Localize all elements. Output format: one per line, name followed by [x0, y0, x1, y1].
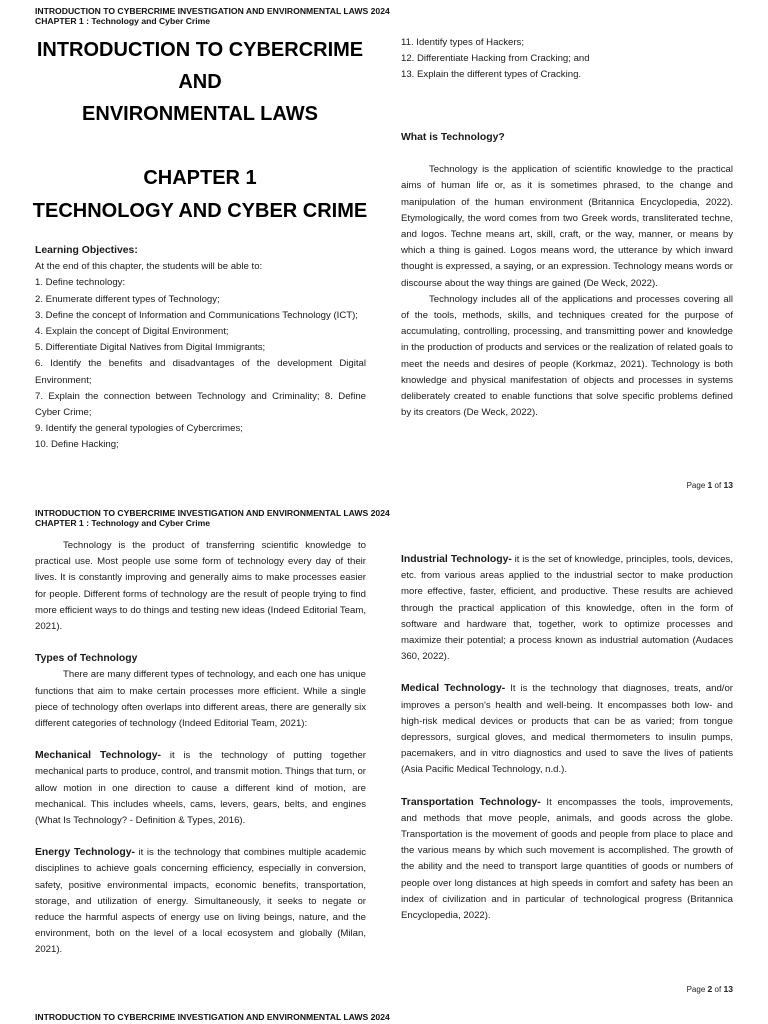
- transportation-technology: [401, 795, 733, 925]
- what-is-technology-section: [401, 130, 733, 421]
- objectives-continued: [401, 35, 733, 84]
- page-current: 1: [707, 480, 713, 490]
- title-line: INTRODUCTION TO CYBERCRIME: [36, 39, 364, 61]
- title-line: AND: [178, 71, 222, 93]
- definition: It is the technology that diagnoses, treats, and/or improves a person's health and well-being. It encompasses both low- and high-risk medical devices or products that can be as varied; from tongue depressors, surgical gloves, and medical thermometers to insulin pumps, pacemakers, and in vitro diagnostics and used to save the lives of patients (Asia Pacific Medical Technology, n.d.).: [401, 683, 733, 776]
- page-total: 13: [723, 480, 733, 490]
- chapter-number: CHAPTER 1: [143, 167, 257, 189]
- page-1: [0, 0, 768, 500]
- term: Transportation Technology-: [401, 796, 541, 808]
- term: Industrial Technology-: [401, 554, 512, 565]
- page-current: 2: [707, 984, 713, 994]
- page-3: [0, 1012, 768, 1024]
- term: Mechanical Technology-: [35, 750, 162, 762]
- energy-technology: [35, 845, 366, 958]
- running-header: [35, 508, 390, 528]
- header-course-title: INTRODUCTION TO CYBERCRIME INVESTIGATION AND ENVIRONMENTAL LAWS 2024: [35, 1012, 390, 1022]
- objective-item: 13. Explain the different types of Cracking.: [401, 69, 582, 81]
- mechanical-technology: [35, 748, 366, 829]
- header-course-title: INTRODUCTION TO CYBERCRIME INVESTIGATION AND ENVIRONMENTAL LAWS 2024: [35, 6, 390, 16]
- objective-item: 2. Enumerate different types of Technology;: [35, 293, 220, 305]
- title-line: ENVIRONMENTAL LAWS: [82, 103, 318, 125]
- header-chapter: CHAPTER 1 : Technology and Cyber Crime: [35, 518, 211, 528]
- page-total: 13: [723, 984, 733, 994]
- objectives-column: [35, 243, 366, 454]
- header-chapter: CHAPTER 1 : Technology and Cyber Crime: [35, 16, 211, 26]
- section-heading: Types of Technology: [35, 653, 138, 665]
- objective-item: 10. Define Hacking;: [35, 439, 119, 451]
- term: Energy Technology-: [35, 847, 135, 859]
- objective-item: 6. Identify the benefits and disadvantages of the development Digital Environment;: [35, 358, 366, 386]
- objectives-intro: At the end of this chapter, the students will be able to:: [35, 261, 263, 273]
- page-2: [0, 508, 768, 1008]
- chapter-title: [30, 162, 370, 228]
- objectives-heading: Learning Objectives:: [35, 245, 138, 256]
- running-header: [35, 1012, 390, 1022]
- definition: it is the technology that combines multiple academic disciplines to achieve goals concerning efficiency, especially in conversion, safety, positive environmental impacts, economic benefits, transportation, storage, and utilization of energy. Simultaneously, it seeks to negate or reduce the harmful aspects of energy use on living beings, nature, and the environment, both on the level of a local ecosystem and globally (Milan, 2021).: [35, 847, 367, 956]
- objective-item: 5. Differentiate Digital Natives from Digital Immigrants;: [35, 342, 266, 354]
- chapter-name: TECHNOLOGY AND CYBER CRIME: [32, 200, 368, 222]
- term: Medical Technology-: [401, 683, 506, 695]
- objective-item: 1. Define technology:: [35, 277, 126, 289]
- left-column: [35, 538, 366, 959]
- paragraph: Technology is the application of scientific knowledge to the practical aims of human life or, as it is sometimes phrased, to the change and manipulation of the human environment (Britannica Encyclopedia, 2022). Etymologically, the word comes from two Greek words, transliterated techne, and logos. Techne means art, skill, craft, or the way, manner, or means by which a thing is gained. Logos means word, the utterance by which inward thought is expressed, a saying, or an expression. Technology means words or discourse about the way things are gained (De Weck, 2022).: [401, 164, 733, 289]
- page-label: Page: [686, 985, 706, 994]
- objective-item: 7. Explain the connection between Technology and Criminality; 8. Define Cyber Crime;: [35, 390, 366, 419]
- page-number: [687, 984, 733, 994]
- definition: it is the technology of putting together mechanical parts to produce, control, and transmit motion. Things that turn, or allow motion in one direction to cause a different kind of motion, are mechanical. This includes wheels, cams, levers, gears, belts, and engines (What Is Technology? - Definition & Types, 2016).: [35, 750, 366, 827]
- page-of: of: [714, 985, 722, 994]
- objective-item: 4. Explain the concept of Digital Environment;: [35, 326, 229, 338]
- right-column: [401, 552, 733, 924]
- header-course-title: INTRODUCTION TO CYBERCRIME INVESTIGATION AND ENVIRONMENTAL LAWS 2024: [35, 508, 390, 518]
- objective-item: 12. Differentiate Hacking from Cracking; and: [401, 53, 590, 65]
- objective-item: 3. Define the concept of Information and Communications Technology (ICT);: [35, 309, 358, 321]
- section-heading: What is Technology?: [401, 132, 505, 143]
- industrial-technology: [401, 552, 733, 665]
- paragraph: Technology includes all of the applications and processes covering all of the tools, methods, skills, and techniques created for the purpose of accumulating, controlling, processing, and transmitting power and knowledge in the production of products and services or the realization of related goals to meet the needs and desires of people (Korkmaz, 2021). Technology is both knowledge and physical manifestation of objects and processes in systems deliberately created to enable functions that solve specific problems defined by its creators (De Weck, 2022).: [401, 293, 733, 419]
- document-title: [30, 34, 370, 130]
- page-of: of: [714, 481, 722, 490]
- paragraph: Technology is the product of transferring scientific knowledge to practical use. Most people use some form of technology every day of their lives. It is constantly improving and generally aims to make processes easier for people. Different forms of technology are the result of people trying to find more efficient ways to do things and testing new ideas (Indeed Editorial Team, 2021).: [35, 540, 366, 633]
- page-label: Page: [686, 481, 706, 490]
- definition: It encompasses the tools, improvements, and methods that move people, animals, and goods across the globe. Transportation is the movement of goods and people from place to place and the various means by which such movement is accomplished. The growth of the ability and the need to transport large quantities of goods or numbers of people over long distances at high speeds in comfort and safety has been an index of civilization and in particular of technological progress (Britannica Encyclopedia, 2022).: [401, 796, 734, 922]
- medical-technology: [401, 681, 733, 778]
- running-header: [35, 6, 390, 26]
- paragraph: There are many different types of technology, and each one has unique functions that aim to make certain processes more efficient. While a single piece of technology often overlaps into different areas, there are generally six different categories of technology (Indeed Editorial Team, 2021):: [35, 669, 366, 730]
- objective-item: 9. Identify the general typologies of Cybercrimes;: [35, 423, 243, 435]
- objective-item: 11. Identify types of Hackers;: [401, 37, 524, 48]
- page-number: [687, 480, 733, 490]
- definition: it is the set of knowledge, principles, tools, devices, etc. from various areas applied to the industrial sector to make production more effective, faster, efficient, and productive. These results are achieved through the practical application of this knowledge, often in the form of software and hardware that, together, work to optimize processes and maximize their potential; a process known as industrial automation (Audaces 360, 2022).: [401, 554, 733, 663]
